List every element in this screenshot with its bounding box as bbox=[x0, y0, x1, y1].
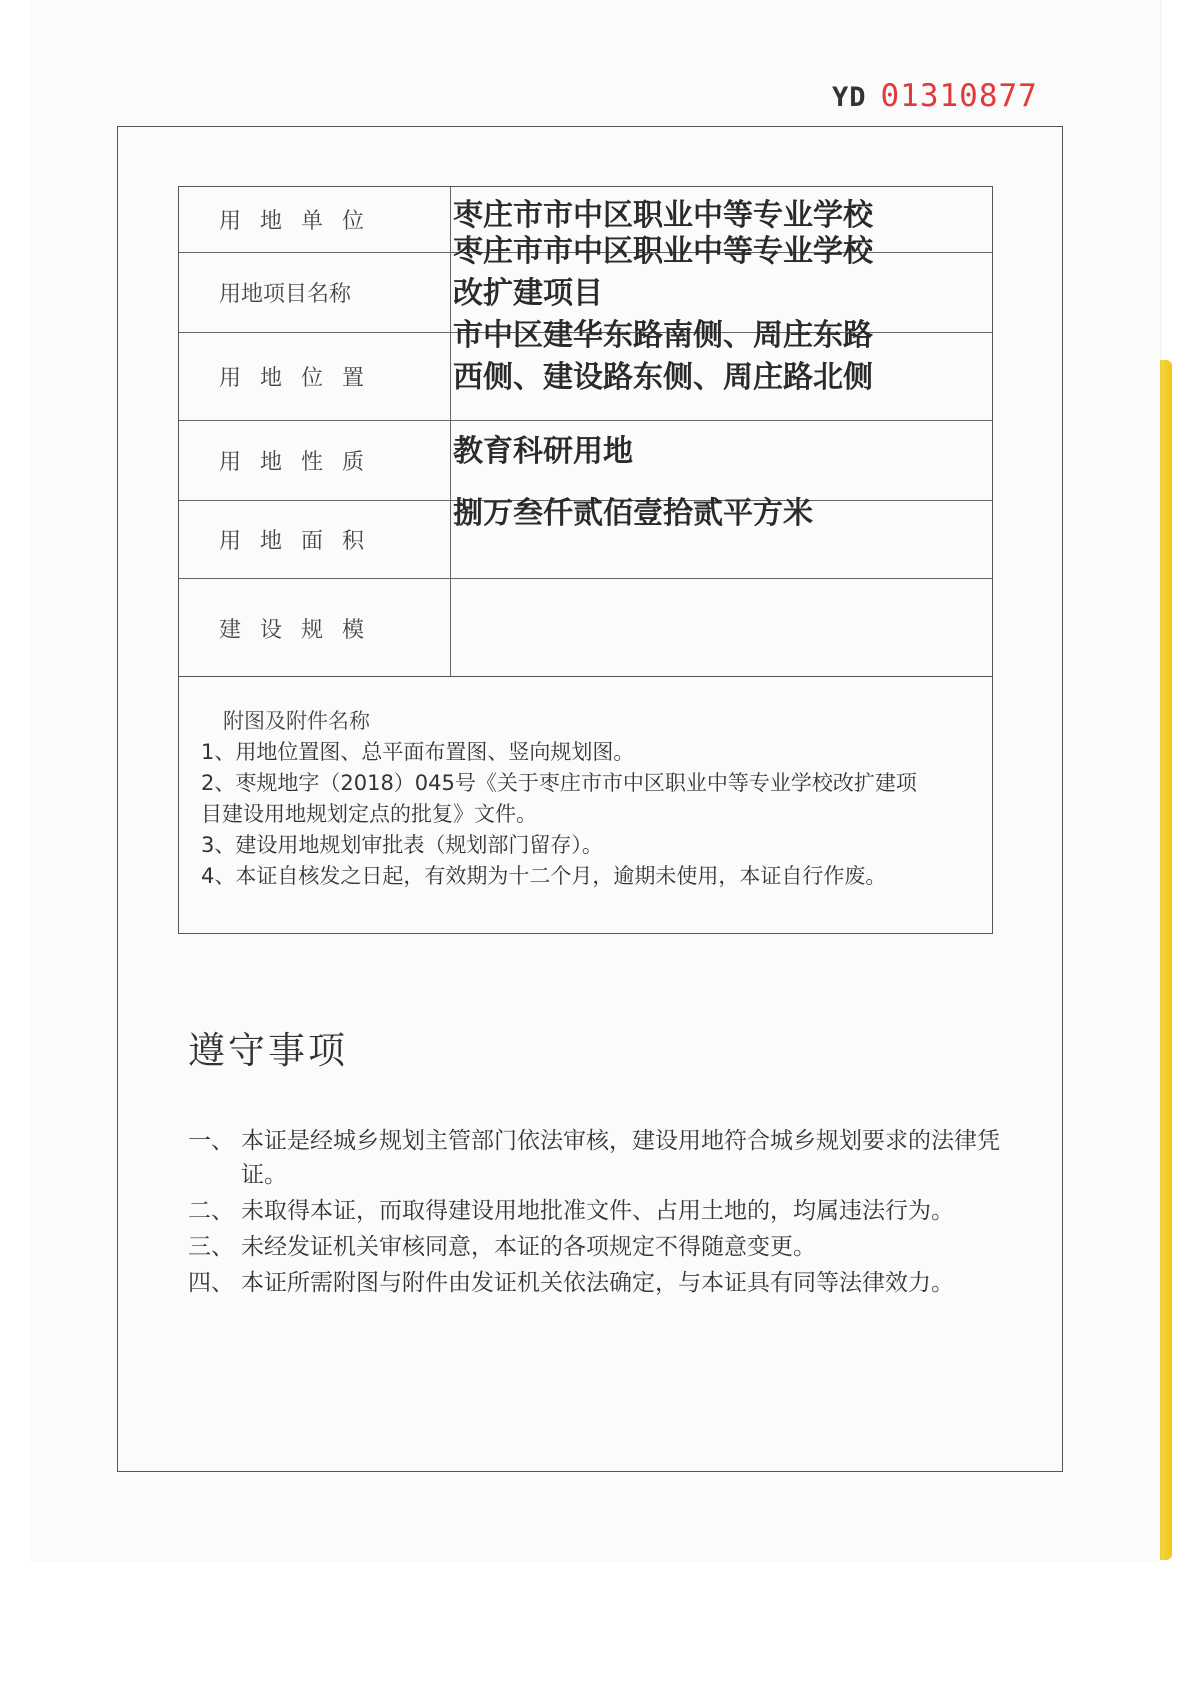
value-line: 教育科研用地 bbox=[453, 434, 633, 469]
serial-prefix: YD bbox=[832, 82, 867, 113]
label-construction-scale: 建设规模 bbox=[179, 579, 451, 677]
note-text: 本证是经城乡规划主管部门依法审核，建设用地符合城乡规划要求的法律凭证。 bbox=[241, 1128, 1000, 1188]
land-info-table bbox=[178, 186, 993, 676]
value-line: 西侧、建设路东侧、周庄路北侧 bbox=[453, 360, 873, 395]
note-text: 本证所需附图与附件由发证机关依法确定，与本证具有同等法律效力。 bbox=[241, 1270, 954, 1296]
folder-yellow-edge bbox=[1158, 360, 1172, 1560]
row-construction-scale bbox=[179, 579, 992, 677]
row-location bbox=[179, 318, 992, 421]
value-line: 市中区建华东路南侧、周庄东路 bbox=[453, 318, 873, 353]
notes-list bbox=[188, 1124, 1018, 1302]
note-text: 未经发证机关审核同意，本证的各项规定不得随意变更。 bbox=[241, 1234, 816, 1260]
note-number: 二、 bbox=[188, 1198, 234, 1224]
attachment-line: 2、枣规地字（2018）045号《关于枣庄市市中区职业中等专业学校改扩建项 bbox=[201, 771, 917, 795]
row-land-nature bbox=[179, 421, 992, 501]
label-project-name: 用地项目名称 bbox=[179, 253, 451, 332]
note-number: 三、 bbox=[188, 1234, 234, 1260]
note-item bbox=[188, 1266, 1018, 1300]
note-item bbox=[188, 1194, 1018, 1228]
attachments-list bbox=[201, 737, 1021, 892]
value-line: 枣庄市市中区职业中等专业学校 bbox=[453, 198, 873, 233]
value-project-name bbox=[451, 231, 992, 315]
note-text: 未取得本证，而取得建设用地批准文件、占用土地的，均属违法行为。 bbox=[241, 1198, 954, 1224]
attachments-title: 附图及附件名称 bbox=[223, 709, 370, 733]
value-location bbox=[451, 315, 992, 399]
label-location: 用地位置 bbox=[179, 333, 451, 420]
value-line: 捌万叁仟贰佰壹拾贰平方米 bbox=[453, 496, 813, 531]
notes-title: 遵守事项 bbox=[188, 1029, 348, 1072]
note-item bbox=[188, 1124, 1018, 1192]
serial-number bbox=[832, 78, 1038, 114]
note-number: 一、 bbox=[188, 1128, 234, 1154]
note-item bbox=[188, 1230, 1018, 1264]
row-land-area bbox=[179, 496, 992, 579]
value-land-nature bbox=[451, 431, 992, 473]
serial-digits: 01310877 bbox=[880, 78, 1038, 114]
attachment-line: 3、建设用地规划审批表（规划部门留存）。 bbox=[201, 833, 603, 857]
label-land-area: 用地面积 bbox=[179, 501, 451, 578]
label-land-nature: 用地性质 bbox=[179, 421, 451, 500]
value-line: 枣庄市市中区职业中等专业学校 bbox=[453, 234, 873, 269]
note-number: 四、 bbox=[188, 1270, 234, 1296]
label-land-unit: 用地单位 bbox=[179, 187, 451, 252]
attachments-box bbox=[178, 676, 993, 934]
value-land-area bbox=[451, 493, 992, 535]
value-line: 改扩建项目 bbox=[453, 276, 603, 311]
attachment-line: 4、本证自核发之日起，有效期为十二个月，逾期未使用，本证自行作废。 bbox=[201, 864, 887, 888]
attachment-line: 目建设用地规划定点的批复》文件。 bbox=[201, 802, 537, 826]
attachment-line: 1、用地位置图、总平面布置图、竖向规划图。 bbox=[201, 740, 635, 764]
